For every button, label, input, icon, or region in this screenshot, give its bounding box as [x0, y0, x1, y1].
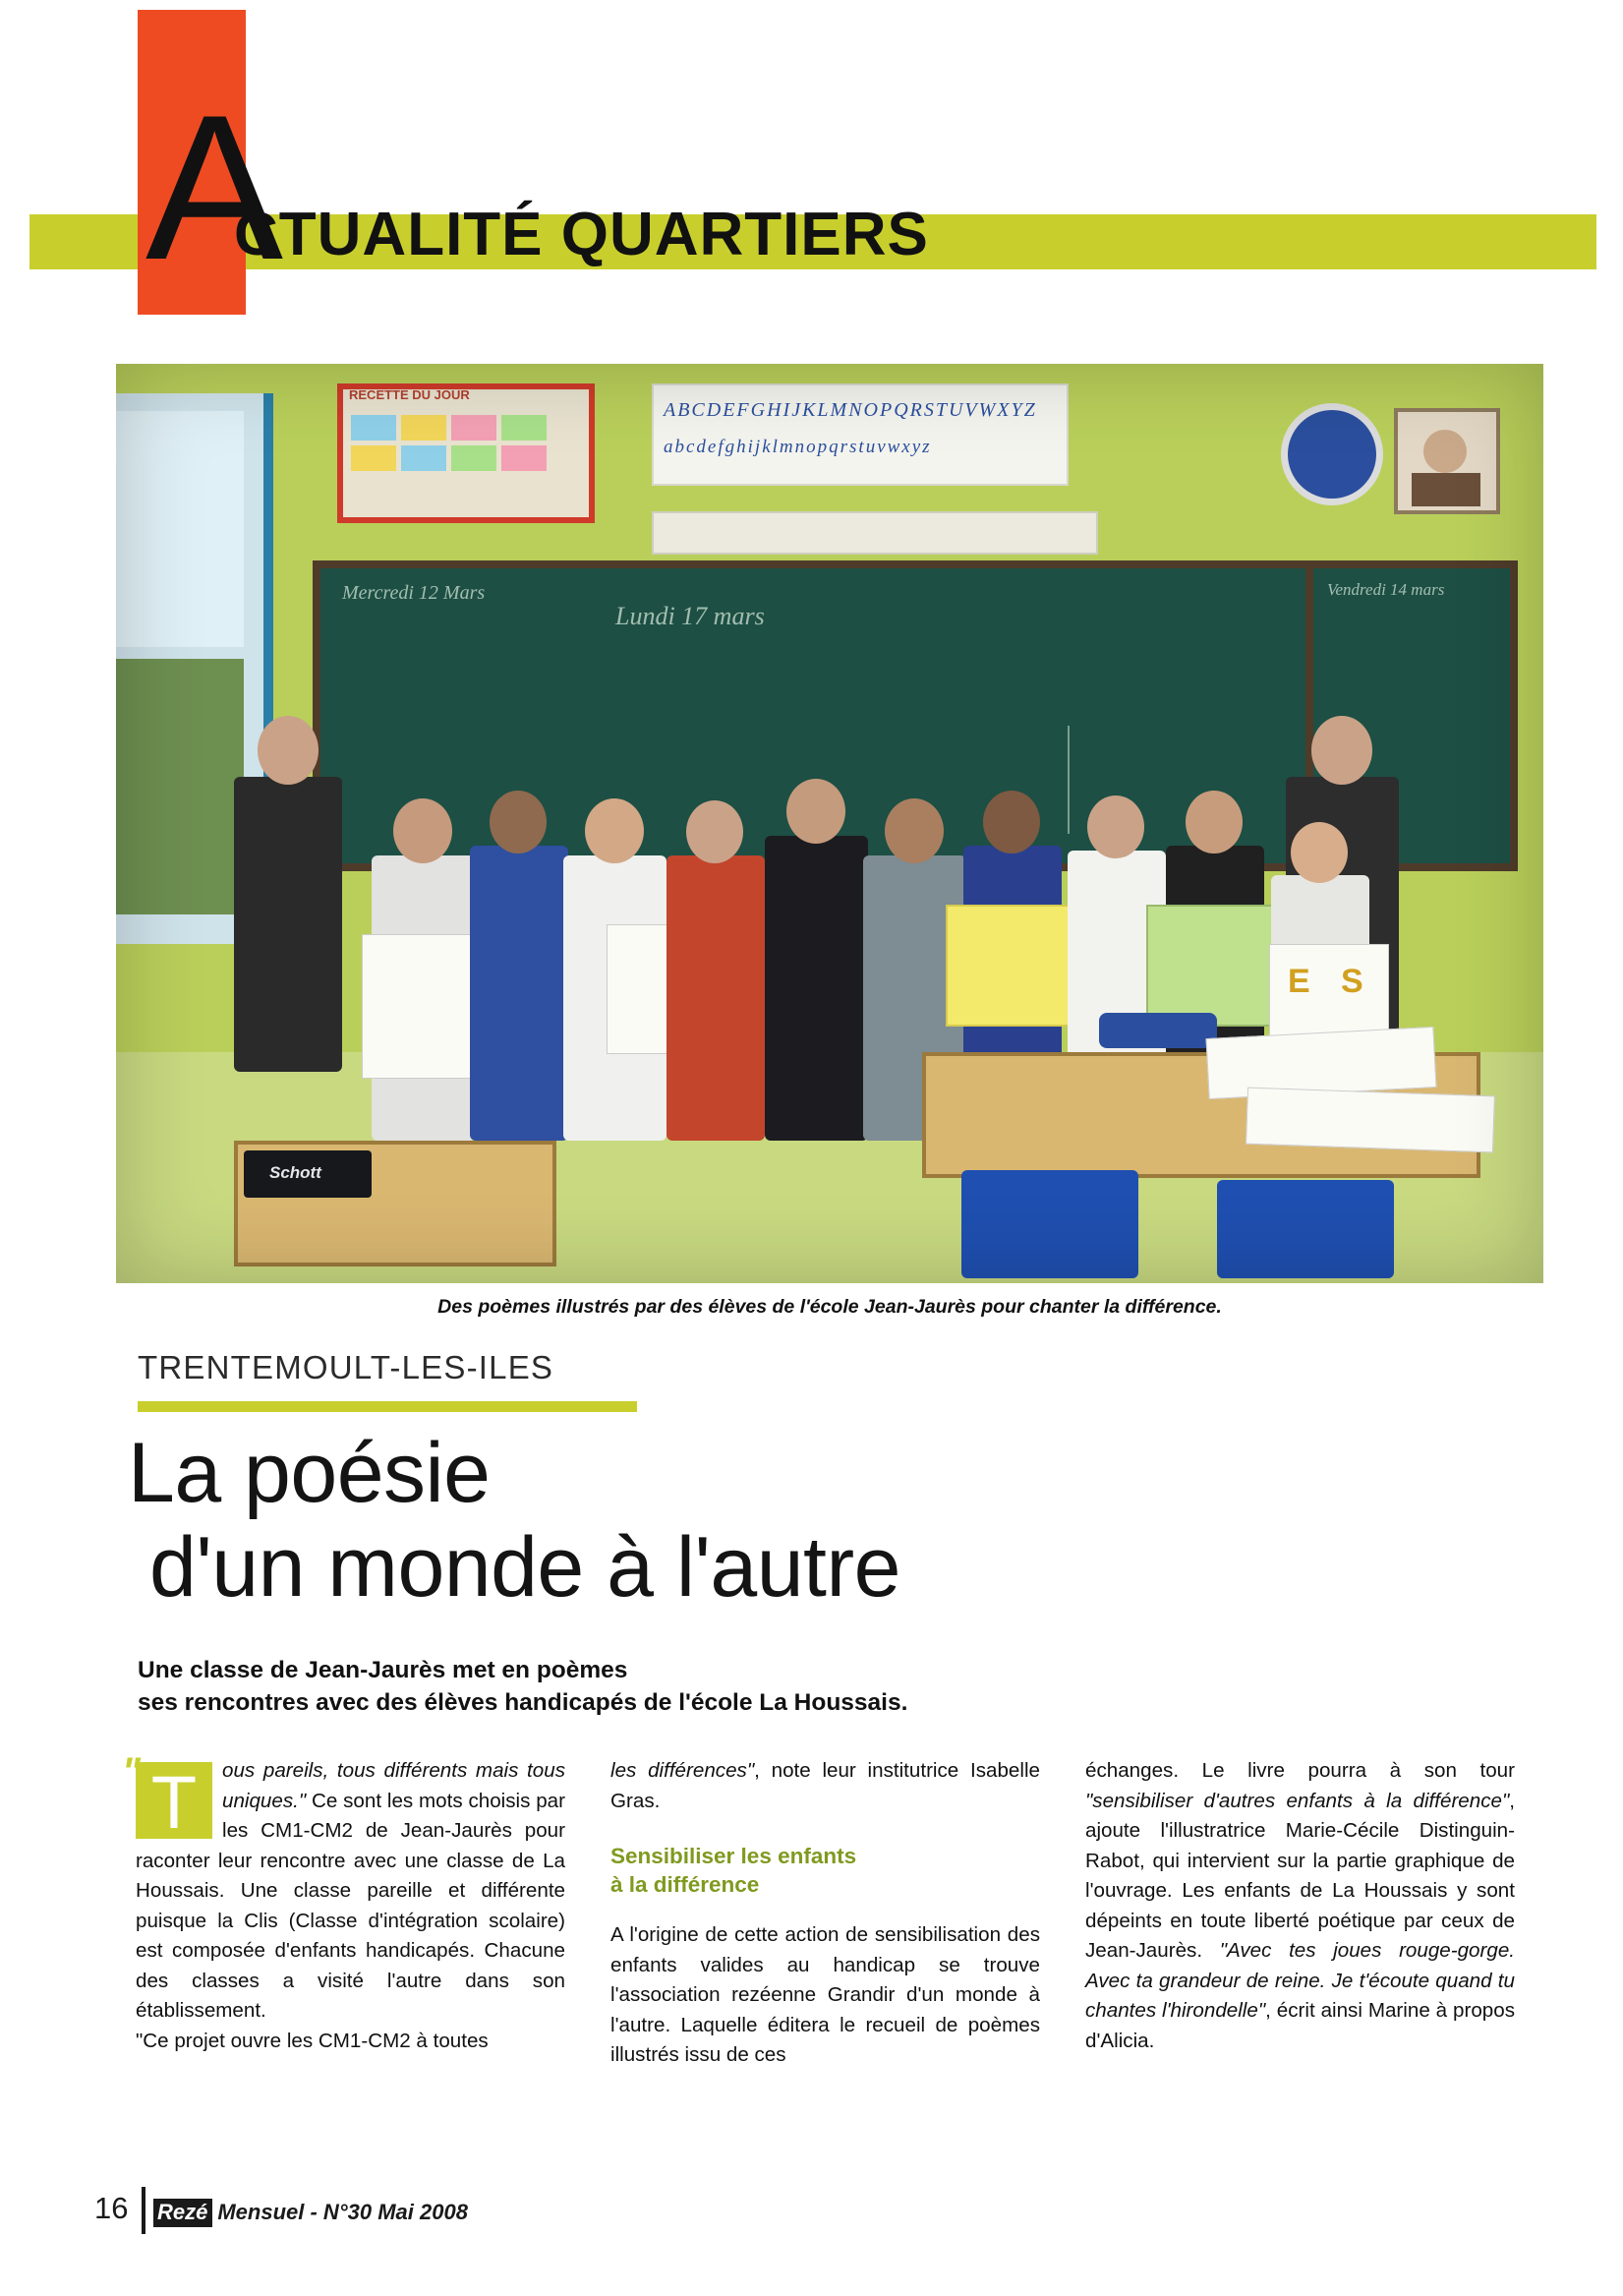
- col2-paragraph-2: A l'origine de cette action de sensibilisation des enfants valides au handicap se trouve l'association rezéenne Grandir d'un monde à l'autre. Laquelle éditera le recueil de poèmes illustrés issu de ces: [610, 1923, 1040, 2066]
- col2-paragraph-1: [610, 1756, 1040, 1816]
- photo-vignette: [116, 364, 1543, 1283]
- board-text-center: Lundi 17 mars: [615, 602, 765, 630]
- col1-rest: Ce sont les mots choisis par les CM1-CM2 de Jean-Jaurès pour raconter leur rencontre avec une classe de La Houssais. Une classe pareille et différente puisque la Clis (Classe d'intégration scolaire) est composée d'enfants handicapés. Chacune des classes a visité l'autre dans son établissement.: [136, 1789, 565, 2022]
- alphabet-lowercase: abcdefghijklmnopqrstuvwxyz: [664, 437, 932, 457]
- photo-caption: Des poèmes illustrés par des élèves de l'école Jean-Jaurès pour chanter la différence.: [437, 1296, 1222, 1318]
- classroom-photo-illustration: [116, 364, 1543, 1283]
- article-column-3: [1085, 1756, 1515, 2056]
- opening-quote-mark: ": [122, 1750, 141, 1794]
- col1-paragraph-2: "Ce projet ouvre les CM1-CM2 à toutes: [136, 2029, 489, 2052]
- col3-quote-1: "sensibiliser d'autres enfants à la différence": [1085, 1789, 1510, 1812]
- article-column-2: [610, 1756, 1040, 2071]
- article-column-1: [122, 1750, 565, 2056]
- col3-lead: échanges. Le livre pourra à son tour: [1085, 1759, 1515, 1782]
- col3-rest-1: , ajoute l'illustratrice Marie-Cécile Distinguin-Rabot, qui intervient sur la partie graphique de l'ouvrage. Les enfants de La Houssais y sont dépeints en toute liberté poétique par ceux de Jean-Jaurès.: [1085, 1789, 1515, 1962]
- article-kicker: TRENTEMOULT-LES-ILES: [138, 1349, 554, 1385]
- col3-paragraph-1: [1085, 1756, 1515, 2056]
- publication-issue: Mensuel - N°30 Mai 2008: [217, 2200, 468, 2224]
- section-subhead: [610, 1842, 1040, 1899]
- masthead-initial: A: [145, 72, 280, 303]
- board-text-right: Vendredi 14 mars: [1327, 580, 1445, 599]
- standfirst-line-2: ses rencontres avec des élèves handicapés de l'école La Houssais.: [138, 1689, 908, 1716]
- board-text-left: Mercredi 12 Mars: [342, 582, 486, 604]
- col2-rest: , note leur institutrice Isabelle Gras.: [610, 1759, 1040, 1812]
- page-title: [128, 1426, 1307, 1615]
- article-standfirst: [138, 1654, 1180, 1719]
- masthead-title: CTUALITÉ QUARTIERS: [234, 201, 929, 268]
- letter-card-s: S: [1341, 963, 1363, 1000]
- article-body: [122, 1750, 1515, 2169]
- col2-quote: les différences": [610, 1759, 755, 1782]
- letter-card-e: E: [1288, 963, 1310, 1000]
- col3-rest-2: , écrit ainsi Marine à propos d'Alicia.: [1085, 1999, 1515, 2052]
- jacket-brand-label: Schott: [269, 1163, 321, 1182]
- masthead: [0, 0, 1623, 334]
- subhead-line-2: à la différence: [610, 1872, 760, 1897]
- footer-publication: [153, 2199, 468, 2227]
- headline-line-2: d'un monde à l'autre: [149, 1520, 900, 1615]
- col3-quote-2: "Avec tes joues rouge-gorge. Avec ta grandeur de reine. Je t'écoute quand tu chantes l'hirondelle": [1085, 1939, 1515, 2022]
- standfirst-line-1: Une classe de Jean-Jaurès met en poèmes: [138, 1657, 628, 1683]
- article-photo: [116, 364, 1543, 1283]
- kicker-rule: [138, 1401, 637, 1412]
- headline-line-1: La poésie: [128, 1426, 491, 1520]
- folio-page-number: 16: [94, 2191, 129, 2225]
- subhead-line-1: Sensibiliser les enfants: [610, 1844, 857, 1868]
- publication-logo: Rezé: [153, 2199, 212, 2227]
- poster-title: RECETTE DU JOUR: [349, 387, 470, 402]
- col1-quote: ous pareils, tous différents mais tous uniques.": [222, 1759, 565, 1812]
- drop-cap: T: [136, 1762, 212, 1839]
- alphabet-uppercase: ABCDEFGHIJKLMNOPQRSTUVWXYZ: [664, 399, 1037, 421]
- footer-divider: [142, 2187, 145, 2234]
